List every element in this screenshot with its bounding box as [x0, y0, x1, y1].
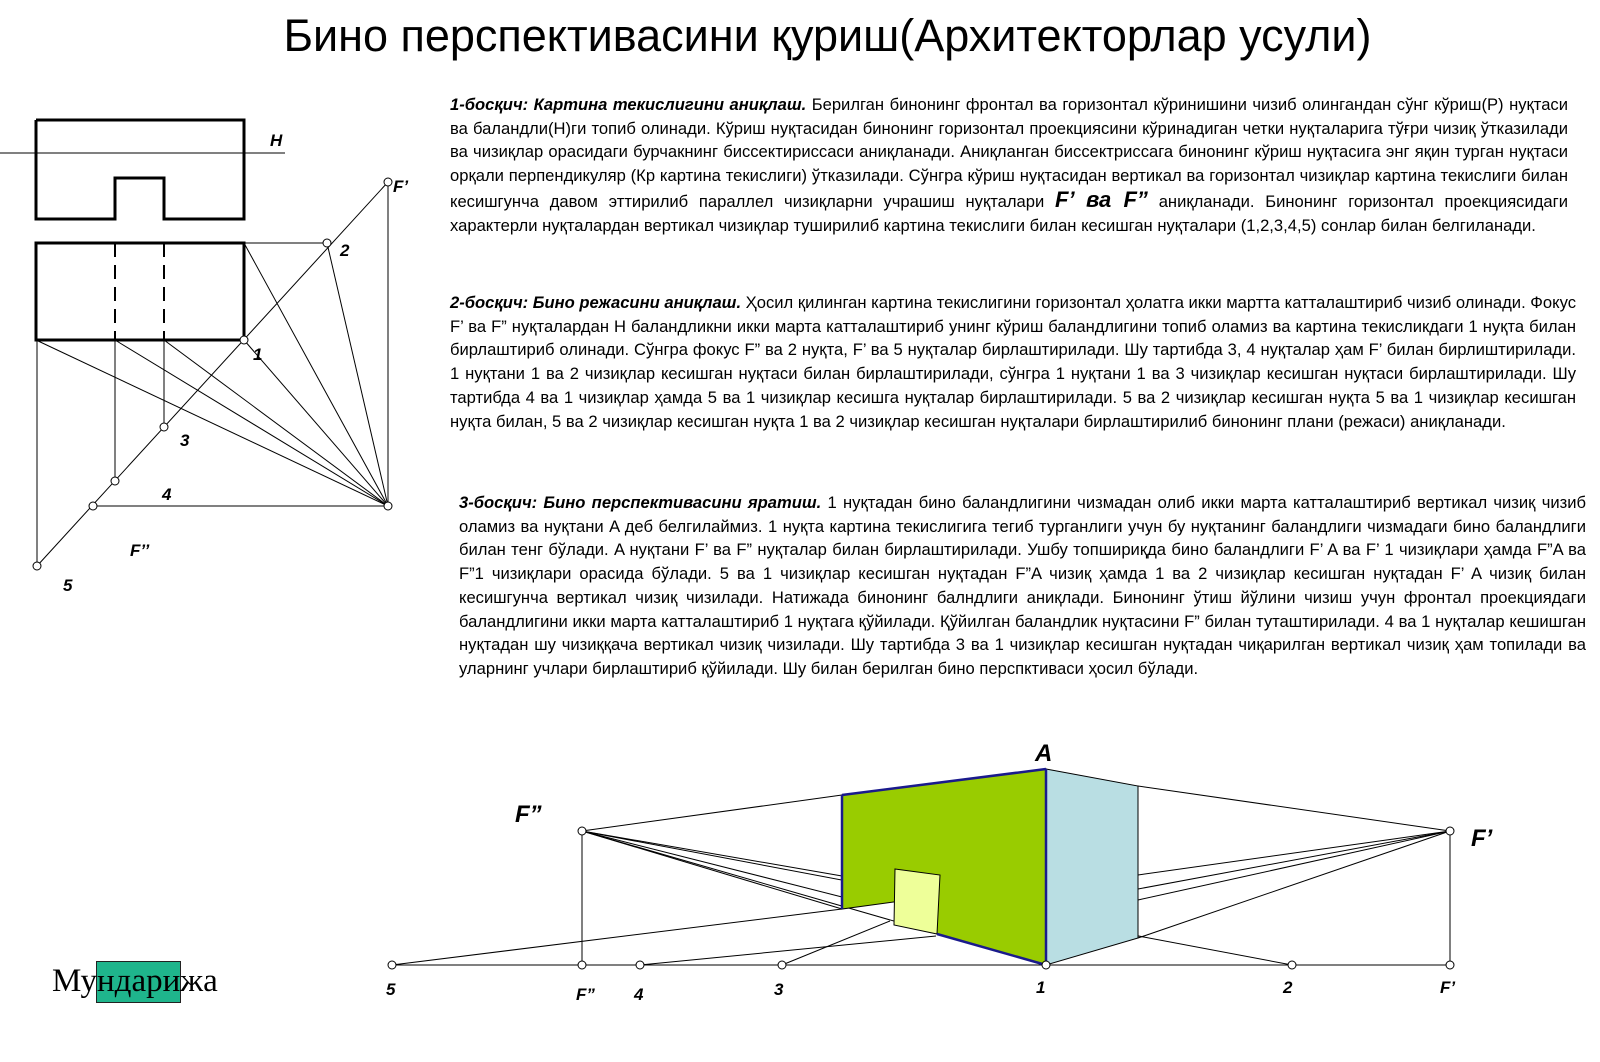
step-2-text [450, 291, 1576, 433]
step-3-body: 1 нуқтадан бино баландлигини чизмадан олиб икки марта катталаштириб вертикал чизиқ чизиб оламиз ва нуқтани A деб белгилаймиз. 1 нуқта картина текислигига тегиб турганлиги учун бу нуқтанинг баландлиги чизмадаги бино баландлиги билан тенг бўлади. A нуқтани F’ ва F” нуқталар билан бирлаштирилади. Ушбу топшириқда бино баландлиги F’ A ва F’ 1 чизиқлари ҳамда F”A ва F”1 чизиқлари орасида бўлади. 5 ва 1 чизиқлар кесишган нуқтадан F”A чизиқ ҳамда 1 ва 2 чизиқлар кесишган нуқтадан F’ A чизиқ билан кесишгунча вертикал чизиқ чизилади. Натижада бинонинг балндлиги аниқлади. Бинонинг ўтиш йўлини чизиш учун фронтал проекциядаги баландлигини икки марта катталаштириб 1 нуқтага қўйилади. Қўйилган баландлик нуқтасини F” билан туташтирилади. 4 ва 1 нуқталар кешишган нуқтадан шу чизиққача вертикал чизиқ чизилади. Шу тартибда 3 ва 1 чизиқлар кесишган нуқтадан чиқарилган вертикал чизиқ ҳам топилади ва уларнинг учлари бирлаштириб қўйилади. Шу билан берилган бино перспктиваси ҳосил бўлади. [459, 493, 1586, 678]
step-1-body-a: Берилган бинонинг фронтал ва горизонтал кўринишини чизиб олингандан сўнг кўриш(Р) нуқтаси ва баландли(Н)ги топиб олинади. Кўриш нуқтасидан бинонинг горизонтал проекциясини кўринадиган четки нуқталарига тўғри чизиқ ўтказилади ва чизиқлар орасидаги бурчакнинг биссектириссаси аниқланади. Аниқланган биссектриссага бинонинг кўриш нуқтасига энг яқин турган нуқтаси орқали перпендикуляр (Кр картина текислиги) ўтказилади. Сўнгра кўриш нуқтасидан вертикал ва горизонтал чизиқлар картина текислиги билан кесишгунча давом эттирилиб параллел чизиқларни учрашиш нуқталари [450, 95, 1568, 211]
contents-link[interactable]: Мундарижа [52, 963, 218, 999]
label-5: 5 [63, 576, 73, 595]
label-F-prime-top: F’ [1471, 825, 1493, 852]
label-base-F-double-prime: F” [576, 985, 595, 1004]
label-2: 2 [340, 241, 350, 260]
step-3-heading: 3-босқич: Бино перспективасини яратиш. [459, 493, 822, 512]
label-base-5: 5 [386, 980, 396, 999]
label-F-double-prime: F’’ [130, 541, 150, 560]
label-F-prime: F’ [393, 177, 409, 196]
building-front-face [842, 769, 1046, 965]
building-door [894, 869, 940, 934]
label-A: A [1035, 740, 1053, 767]
page-title: Бино перспективасини қуриш(Архитекторлар усули) [283, 10, 1372, 61]
label-base-1: 1 [1036, 978, 1046, 997]
label-3: 3 [180, 431, 190, 450]
plan-view-rect [36, 243, 244, 340]
label-H: H [270, 131, 283, 150]
step-3-text [459, 491, 1586, 681]
step-1-heading: 1-босқич: Картина текислигини аниқлаш. [450, 95, 807, 114]
label-base-2: 2 [1283, 978, 1293, 997]
front-view-outline [36, 120, 244, 219]
step-1-text [450, 93, 1568, 237]
step-2-heading: 2-босқич: Бино режасини аниқлаш. [450, 293, 742, 312]
label-4: 4 [162, 485, 172, 504]
label-base-4: 4 [634, 985, 644, 1004]
label-1: 1 [253, 345, 263, 364]
step-1-body-b: аниқланади. Бинонинг горизонтал проекциясидаги характерли нуқталардан вертикал чизиқлар туширилиб картина текислиги билан кесишган нуқталари (1,2,3,4,5) сонлар билан белгиланади. [450, 191, 1568, 235]
label-base-F-prime: F’ [1440, 978, 1456, 997]
contents-nav[interactable] [52, 963, 218, 1007]
label-F-double-prime-top: F” [515, 801, 542, 828]
plan-diagram [0, 0, 420, 620]
building-side-face [1046, 769, 1138, 965]
label-base-3: 3 [774, 980, 784, 999]
step-2-body: Ҳосил қилинган картина текислигини горизонтал ҳолатга икки мартта катталаштириб чизиб олинади. Фокус F’ ва F” нуқталардан Н баландликни икки марта катталаштириб унинг кўриш баландлигини топиб оламиз ва картина текисликдаги 1 нуқта билан бирлаштириб олинади. Сўнгра фокус F” ва 2 нуқта, F’ ва 5 нуқталар бирлаштирилади. Шу тартибда 3, 4 нуқталар ҳам F’ билан бирлиштирилади. 1 нуқтани 1 ва 2 чизиқлар кесишган нуқтаси билан бирлаштирилади, сўнгра 1 нуқтани 1 ва 3 чизиқлар кесишган нуқтаси бирлаштирилади. Шу тартибда 4 ва 1 чизиқлар ҳамда 5 ва 1 чизиқлар кесишга нуқталар бирлаштирилади. 5 ва 2 чизиқлар кесишган нуқта 5 ва 1 чизиқлар кесишган нуқта билан, 5 ва 2 чизиқлар кесишган нуқта 1 ва 2 чизиқлар кесишган нуқталари бирлаштирилиб бинонинг плани (режаси) аниқланади. [450, 293, 1576, 431]
step-1-emphasis: F’ ва F” [1055, 186, 1148, 212]
